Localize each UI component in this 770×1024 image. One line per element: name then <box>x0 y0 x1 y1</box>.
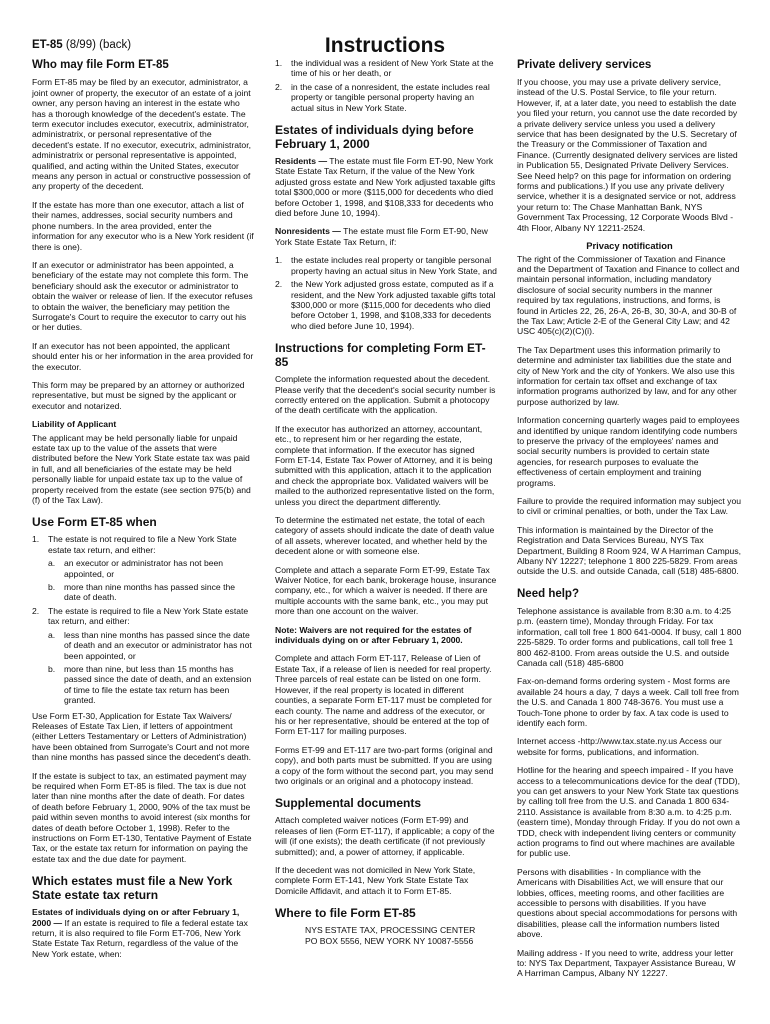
paragraph: Forms ET-99 and ET-117 are two-part forms (original and copy), and both parts must be submitted. If you are using a copy of the form without the second part, you may send two originals or an original and a photocopy instead. <box>275 744 494 786</box>
heading-before-2000: Estates of individuals dying before February 1, 2000 <box>275 123 474 152</box>
form-identifier <box>32 40 254 50</box>
paragraph: Complete and attach Form ET-117, Release of Lien of Estate Tax, if a release of lien is needed for real property. Three parcels of real estate can be listed on one form. However, if the real property is located in different counties, a separate Form ET-117 must be completed for each county. The name and address of the executor, or his or her representative, should be entered at the top of Form ET-117 for mailing purposes. <box>275 653 492 737</box>
mailing-address-line: NYS ESTATE TAX, PROCESSING CENTER <box>305 925 476 936</box>
paragraph: Use Form ET-30, Application for Estate Tax Waivers/ Releases of Estate Tax Lien, if letters of appointment (either Letters Testamentary or Letters of Administration) have been obtained from Surrogate's Court and not more than nine months has passed since the decedent's death. <box>32 710 252 763</box>
paragraph: Attach completed waiver notices (Form ET-99) and releases of lien (Form ET-117), if applicable; a copy of the will (if one exists); the death certificate (if not previously submitted); and, a power of attorney, if applicable. <box>275 815 495 857</box>
list-item: 1. The estate is not required to file a New York State estate tax return, and either: <box>32 534 237 555</box>
list-item: 2. in the case of a nonresident, the estate includes real property or tangible personal property having an actual situs in New York State. <box>275 81 490 113</box>
column-left <box>32 40 254 967</box>
heading-who-may-file: Who may file Form ET-85 <box>32 59 169 72</box>
paragraph: The Tax Department uses this information primarily to determine and administer tax liabilities due the state and city of New York and the city of Yonkers. We also use this information for certain tax offset and exchange of tax information programs authorized by law, and for any other purpose authorized by law. <box>517 344 737 407</box>
list-item: 2. the New York adjusted gross estate, computed as if a resident, and the New York adjusted taxable gifts total $300,000 or more ($115,000 for decedents who died before October 1, 1998, and $108,333 for decedents who died before June 10, 1994). <box>275 279 496 331</box>
page-title: Instructions <box>324 34 446 57</box>
heading-privacy: Privacy notification <box>586 240 673 252</box>
heading-where-to-file: Where to file Form ET-85 <box>275 906 416 921</box>
paragraph: Hotline for the hearing and speech impaired - If you have access to a telecommunications device for the deaf (TDD), you can get answers to your New York State tax questions by calling toll free from the U.S. and Canada 1 800 634-2110. Assistance is available from 8:30 a.m. to 4:25 p.m. (eastern time), Monday through Friday. If you do not own a TDD, check with independent living centers or community action programs to find out where machines are available for public use. <box>517 765 741 859</box>
paragraph: Fax-on-demand forms ordering system - Most forms are available 24 hours a day, 7 days a week. Call toll free from the U.S. and Canada 1 800 748-3676. You must use a Touch-Tone phone to order by fax. A tax code is used to identify each form. <box>517 676 739 728</box>
paragraph: Failure to provide the required information may subject you to civil or criminal penalties, or both, under the Tax Law. <box>517 496 742 517</box>
form-id: ET-85 <box>32 39 63 51</box>
list-item: a. an executor or administrator has not been appointed, or <box>48 558 224 579</box>
list-item: 1. the estate includes real property or tangible personal property having an actual situs in New York State, and <box>275 255 497 276</box>
paragraph: Mailing address - If you need to write, address your letter to: NYS Tax Department, Taxpayer Assistance Bureau, W A Harriman Campus, Albany NY 12227. <box>517 947 736 979</box>
paragraph: If you choose, you may use a private delivery service, instead of the U.S. Postal Service, to file your return. However, if, at a later date, you need to establish the date you filed your return, you cannot use the date recorded by a private delivery service unless you used a delivery service that has been designated by the U.S. Secretary of the Treasury or the Commissioner of Taxation and Finance. (Currently designated delivery services are listed in Publication 55, Designated Private Delivery Services. See Need help? on this page for information on ordering forms and publications.) If you use any private delivery service, whether it is a designated service or not, address your return to: The Chase Manhattan Bank, NYS Government Tax Processing, 12 Corporate Woods Blvd - 4th Floor, Albany NY 12211-2524. <box>517 77 738 233</box>
list-item: 2. The estate is required to file a New York State estate tax return, and either: <box>32 605 249 627</box>
heading-which-estates: Which estates must file a New York State estate tax return <box>32 874 233 903</box>
paragraph: The right of the Commissioner of Taxation and Finance and the Department of Taxation and Finance to collect and maintain personal information, including mandatory disclosure of social security numbers in the manner required by tax regulations, instructions, and forms, is found in Articles 22, 26, 26-A, 26-B, 30, 30-A, and 30-B of the Tax Law; Article 2-E of the General City Law; and 42 USC 405(c)(2)(C)(i). <box>517 253 740 337</box>
list-item: b. more than nine, but less than 15 months has passed since the date of death, and an extension of time to file the estate tax return has been granted. <box>48 663 252 706</box>
paragraph: Residents — The estate must file Form ET-90, New York State Estate Tax Return, if the value of the New York adjusted gross estate and New York adjusted taxable gifts total $300,000 or more ($115,000 for decedents who died before October 1, 1998, and $108,333 for decedents who died before June 10, 1994). <box>275 156 496 219</box>
paragraph: If the executor has authorized an attorney, accountant, etc., to represent him or her regarding the estate, complete that information. If the executor has signed Form ET-14, Estate Tax Power of Attorney, and it is being submitted with this application, attach it to the application and check the appropriate box. Validated waivers will be mailed to the authorized representative listed on the form, unless you direct the department differently. <box>275 423 495 507</box>
column-right <box>517 58 742 987</box>
paragraph: To determine the estimated net estate, the total of each category of assets should indicate the date of death value of all assets, wherever located, and whether held by the decedent alone or with someone else. <box>275 515 495 557</box>
note: Note: Waivers are not required for the estates of individuals dying on or after February 1, 2000. <box>275 624 472 646</box>
heading-liability: Liability of Applicant <box>32 419 117 430</box>
paragraph: Information concerning quarterly wages paid to employees and identified by unique random identifying code numbers to preserve the privacy of the employees' names and social security numbers is provided to certain state agencies, for research purposes to evaluate the effectiveness of certain employment and training programs. <box>517 415 740 488</box>
paragraph: The applicant may be held personally liable for unpaid estate tax up to the value of the assets that were distributed before the New York State estate tax was paid in full, and all beneficiaries of the estate may be held personally liable for unpaid estate tax up to the value of property received from the estate (see section 975(b) and (f) of the Tax Law). <box>32 432 251 506</box>
heading-use-form: Use Form ET-85 when <box>32 515 157 530</box>
heading-completing: Instructions for completing Form ET-85 <box>275 341 486 370</box>
paragraph: Complete and attach a separate Form ET-99, Estate Tax Waiver Notice, for each bank, brokerage house, insurance company, etc., for which a waiver is needed. If there are multiple accounts with the same bank, etc., you may put more than one account on the waiver. <box>275 564 497 617</box>
form-edition: (8/99) (back) <box>65 39 132 51</box>
heading-need-help: Need help? <box>517 587 579 600</box>
paragraph: Telephone assistance is available from 8:30 a.m. to 4:25 p.m. (eastern time), Monday through Friday. For tax information, call toll free 1 800 641-0004. If busy, call 1 800 225-5829. To order forms and publications, call toll free 1 800 462-8100. From areas outside the U.S. and outside Canada call (518) 485-6800 <box>517 605 742 668</box>
mailing-address-line: PO BOX 5556, NEW YORK NY 10087-5556 <box>305 935 474 946</box>
paragraph: This information is maintained by the Director of the Registration and Data Services Bureau, NYS Tax Department, Building 8 Room 924, W A Harriman Campus, Albany NY 12227; telephone 1 800 225-5829. From areas outside the U.S. and outside Canada, call (518) 485-6800. <box>517 524 742 577</box>
list-item: b. more than nine months has passed since the date of death. <box>48 582 236 603</box>
paragraph: Nonresidents — The estate must file Form ET-90, New York State Estate Tax Return, if: <box>275 226 488 247</box>
paragraph: If an executor or administrator has been appointed, a beneficiary of the estate may not complete this form. The beneficiary should ask the executor or administrator to obtain the waiver or release of lien. If the executor refuses to obtain the waiver, the beneficiary may petition the Surrogate's Court to require the executor to carry out his or her duties. <box>32 259 253 333</box>
list-item: 1. the individual was a resident of New York State at the time of his or her death, or <box>275 58 494 79</box>
heading-supplemental: Supplemental documents <box>275 796 422 811</box>
paragraph: Internet access -http://www.tax.state.ny.us Access our website for forms, publications, and information. <box>517 736 722 757</box>
paragraph: If the estate has more than one executor, attach a list of their names, addresses, social security numbers and phone numbers. In the area provided, enter the information for any executor who is a New York resident (if there is one). <box>32 199 254 252</box>
heading-private-delivery: Private delivery services <box>517 59 652 71</box>
paragraph: If the decedent was not domiciled in New York State, complete Form ET-141, New York State Estate Tax Domicile Affidavit, and attach it to Form ET-85. <box>275 864 476 896</box>
paragraph: Estates of individuals dying on or after February 1, 2000 — If an estate is required to file a federal estate tax return, it is also required to file Form ET-706, New York State Estate Tax Return, regardless of the value of the New York estate, when: <box>32 907 248 959</box>
paragraph: Form ET-85 may be filed by an executor, administrator, a joint owner of property, the executor of an estate of a joint owner, any person having an interest in the estate who has a thorough knowledge of the decedent's estate. The term executor includes executor, executrix, administrator, administratrix, or personal representative of the decedent's estate. If no executor, executrix, administrator, administratrix or personal representative is appointed, qualified, and acting within the United States, executor means any person in actual or constructive possession of any property of the decedent. <box>32 77 251 192</box>
paragraph: Complete the information requested about the decedent. Please verify that the decedent's social security number is correctly entered on the application. Submit a photocopy of the death certificate with the application. <box>275 374 496 416</box>
paragraph: Persons with disabilities - In compliance with the Americans with Disabilities Act, we will ensure that our lobbies, offices, meeting rooms, and other facilities are accessible to persons with disabilities. If you have questions about special accommodations for persons with disabilities, please call the information numbers listed above. <box>517 866 738 940</box>
column-middle <box>275 58 497 946</box>
list-item: a. less than nine months has passed since the date of death and an executor or administrator has not been appointed, or <box>48 629 252 661</box>
paragraph: If the estate is subject to tax, an estimated payment may be required when Form ET-85 is filed. The tax is due not later than nine months after the date of death. For dates of death before February 1, 2000, 90% of the tax must be paid within seven months to avoid interest (six months for dates of death before October 1, 1998). Refer to the instructions on Form ET-130, Tentative Payment of Estate Tax, or the estate tax return for information on paying the estate tax and the due date for payment. <box>32 770 252 864</box>
paragraph: If an executor has not been appointed, the applicant should enter his or her information in the area provided for the executor. <box>32 340 254 372</box>
paragraph: This form may be prepared by an attorney or authorized representative, but must be signed by the applicant or executor and notarized. <box>32 379 245 411</box>
